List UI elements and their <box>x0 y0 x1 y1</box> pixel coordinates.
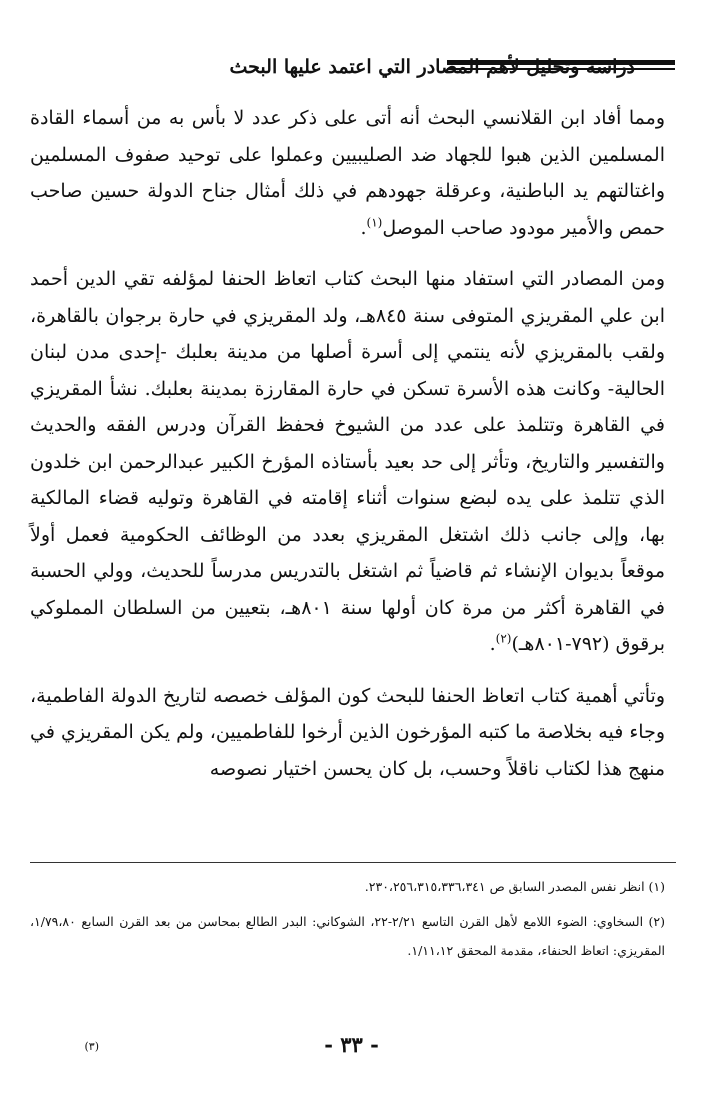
page-number: - ٣٣ - <box>324 1032 379 1057</box>
running-header <box>28 52 675 92</box>
signature-mark: (٣) <box>84 1040 99 1053</box>
header-title: دراسة وتحليل لأهم المصادر التي اعتمد عليها البحث <box>229 56 635 78</box>
paragraph-1: ومما أفاد ابن القلانسي البحث أنه أتى على ذكر عدد لا بأس به من أسماء القادة المسلمين الذين هبوا للجهاد ضد الصليبيين وعملوا على توحيد صفوف المسلمين واغتالتهم يد الباطنية، وعرقلة جهودهم في ذلك أمثال جناح الدولة حسين صاحب حمص والأمير مودود صاحب الموصل$^{(١)}$. <box>30 107 665 239</box>
footnotes <box>30 872 665 971</box>
paragraph-2: ومن المصادر التي استفاد منها البحث كتاب اتعاظ الحنفا لمؤلفه تقي الدين أحمد ابن علي المقريزي المتوفى سنة ٨٤٥هـ، ولد المقريزي في حارة برجوان بالقاهرة، ولقب بالمقريزي لأنه ينتمي إلى أسرة أصلها من مدينة بعلبك -إحدى مدن لبنان الحالية- وكانت هذه الأسرة تسكن في حارة المقارزة بمدينة بعلبك. نشأ المقريزي في القاهرة وتتلمذ على عدد من الشيوخ فحفظ القرآن ودرس الفقه والحديث والتفسير والتاريخ، وتأثر إلى حد بعيد بأستاذه المؤرخ الكبير عبدالرحمن ابن خلدون الذي تتلمذ على يده لبضع سنوات أثناء إقامته في القاهرة وتوليه قضاء المالكية بها، وإلى جانب ذلك اشتغل المقريزي بعدد من الوظائف الحكومية فعمل أولاً موقعاً بديوان الإنشاء ثم قاضياً ثم اشتغل بالتدريس مدرساً للحديث، وولي الحسبة في القاهرة أكثر من مرة كان أولها سنة ٨٠١هـ، بتعيين من السلطان المملوكي برقوق (٧٩٢-٨٠١هـ)$^{(٢)}$. <box>30 268 665 655</box>
body-text <box>30 100 665 787</box>
paragraph-3: وتأتي أهمية كتاب اتعاظ الحنفا للبحث كون المؤلف خصصه لتاريخ الدولة الفاطمية، وجاء فيه بخلاصة ما كتبه المؤرخون الذين أرخوا للفاطميين، ولم يكن المقريزي في منهج هذا لكتاب ناقلاً وحسب، بل كان يحسن اختيار نصوصه <box>30 684 665 780</box>
footnote-separator <box>30 862 676 863</box>
footnote-ref-2: (٢) <box>495 631 512 646</box>
footnote-1: (١) انظر نفس المصدر السابق ص ٢٣٠،٢٥٦،٣١٥،٣٣٦،٣٤١. <box>364 879 665 894</box>
footnote-2: (٢) السخاوي: الضوء اللامع لأهل القرن التاسع ٢/٢١-٢٢، الشوكاني: البدر الطالع بمحاسن من بعد القرن السابع ١/٧٩،٨٠، المقريزي: اتعاظ الحنفاء، مقدمة المحقق ١/١١،١٢. <box>30 914 666 958</box>
footnote-ref-1: (١) <box>366 215 383 230</box>
